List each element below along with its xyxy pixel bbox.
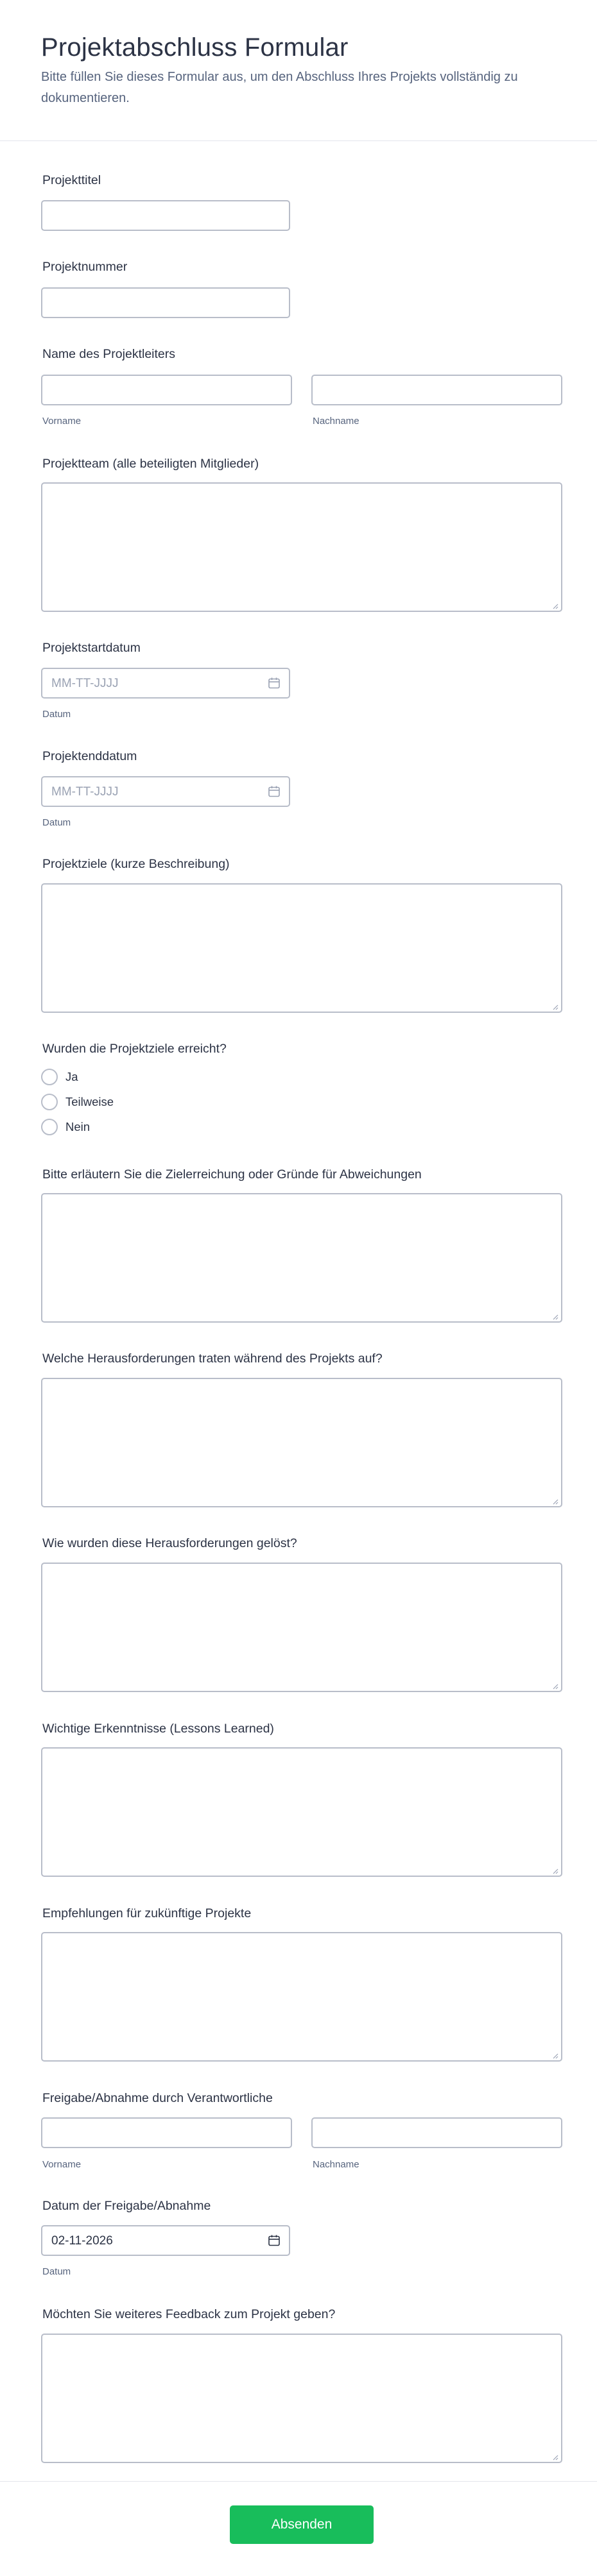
resize-grip-icon[interactable]: [552, 1868, 558, 1874]
projektleiter-last-name-sublabel: Nachname: [313, 416, 359, 427]
lessons-label: Wichtige Erkenntnisse (Lessons Learned): [42, 1722, 274, 1736]
radio-option-ja[interactable]: [41, 1067, 78, 1087]
startdatum-label: Projektstartdatum: [42, 641, 141, 655]
empfehlungen-textarea[interactable]: [41, 1932, 562, 2062]
resize-grip-icon[interactable]: [552, 1498, 558, 1505]
enddatum-input[interactable]: [41, 776, 290, 807]
freigabe-last-name-sublabel: Nachname: [313, 2159, 359, 2170]
radio-circle[interactable]: [41, 1069, 58, 1085]
resize-grip-icon[interactable]: [552, 2454, 558, 2461]
startdatum-placeholder: MM-TT-JJJJ: [51, 677, 119, 690]
calendar-icon[interactable]: [267, 676, 281, 690]
radio-option-teilweise[interactable]: [41, 1092, 114, 1112]
resize-grip-icon[interactable]: [552, 1004, 558, 1010]
resize-grip-icon[interactable]: [552, 603, 558, 609]
form-header: [0, 0, 597, 141]
ziele-textarea[interactable]: [41, 883, 562, 1013]
radio-label: Nein: [65, 1120, 91, 1133]
enddatum-placeholder: MM-TT-JJJJ: [51, 785, 119, 799]
freigabe-first-name-sublabel: Vorname: [42, 2159, 82, 2170]
projektleiter-first-name-input[interactable]: [41, 375, 292, 405]
radio-circle[interactable]: [41, 1094, 58, 1110]
enddatum-sublabel: Datum: [42, 817, 71, 828]
erlaeuterung-label: Bitte erläutern Sie die Zielerreichung oder Gründe für Abweichungen: [42, 1167, 422, 1182]
freigabe-datum-value: 02-11-2026: [51, 2234, 113, 2248]
form-title: Projektabschluss Formular: [41, 33, 349, 62]
projektleiter-last-name-input[interactable]: [311, 375, 562, 405]
freigabe-first-name-input[interactable]: [41, 2117, 292, 2148]
herausforderungen-textarea[interactable]: [41, 1378, 562, 1507]
freigabe-last-name-input[interactable]: [311, 2117, 562, 2148]
freigabe-datum-sublabel: Datum: [42, 2266, 71, 2277]
startdatum-sublabel: Datum: [42, 709, 71, 720]
projektteam-textarea[interactable]: [41, 482, 562, 612]
lessons-textarea[interactable]: [41, 1747, 562, 1877]
feedback-textarea[interactable]: [41, 2334, 562, 2463]
enddatum-label: Projektenddatum: [42, 749, 137, 763]
calendar-icon[interactable]: [267, 784, 281, 799]
ziele-label: Projektziele (kurze Beschreibung): [42, 857, 230, 871]
loesungen-textarea[interactable]: [41, 1563, 562, 1692]
projektteam-label: Projektteam (alle beteiligten Mitglieder): [42, 457, 259, 471]
freigabe-datum-label: Datum der Freigabe/Abnahme: [42, 2199, 211, 2213]
radio-label: Teilweise: [65, 1095, 114, 1108]
feedback-label: Möchten Sie weiteres Feedback zum Projekt geben?: [42, 2307, 336, 2321]
projekttitel-label: Projekttitel: [42, 173, 101, 187]
resize-grip-icon[interactable]: [552, 1314, 558, 1320]
radio-circle[interactable]: [41, 1119, 58, 1135]
submit-button[interactable]: Absenden: [230, 2505, 374, 2544]
projekttitel-input[interactable]: [41, 200, 290, 231]
form-subtitle: Bitte füllen Sie dieses Formular aus, um den Abschluss Ihres Projekts vollständig zu dokumentieren.: [41, 70, 518, 105]
ziele-erreicht-label: Wurden die Projektziele erreicht?: [42, 1042, 227, 1056]
startdatum-input[interactable]: [41, 668, 290, 699]
projektleiter-label: Name des Projektleiters: [42, 347, 175, 361]
resize-grip-icon[interactable]: [552, 2053, 558, 2059]
radio-label: Ja: [65, 1070, 78, 1083]
radio-option-nein[interactable]: [41, 1117, 90, 1137]
projektnummer-input[interactable]: [41, 287, 290, 318]
herausforderungen-label: Welche Herausforderungen traten während des Projekts auf?: [42, 1352, 383, 1366]
freigabe-label: Freigabe/Abnahme durch Verantwortliche: [42, 2091, 273, 2105]
resize-grip-icon[interactable]: [552, 1683, 558, 1690]
freigabe-datum-input[interactable]: [41, 2225, 290, 2256]
projektleiter-first-name-sublabel: Vorname: [42, 416, 82, 427]
loesungen-label: Wie wurden diese Herausforderungen gelöst?: [42, 1536, 297, 1550]
projektnummer-label: Projektnummer: [42, 260, 128, 274]
empfehlungen-label: Empfehlungen für zukünftige Projekte: [42, 1906, 252, 1920]
calendar-icon[interactable]: [267, 2233, 281, 2248]
erlaeuterung-textarea[interactable]: [41, 1193, 562, 1323]
